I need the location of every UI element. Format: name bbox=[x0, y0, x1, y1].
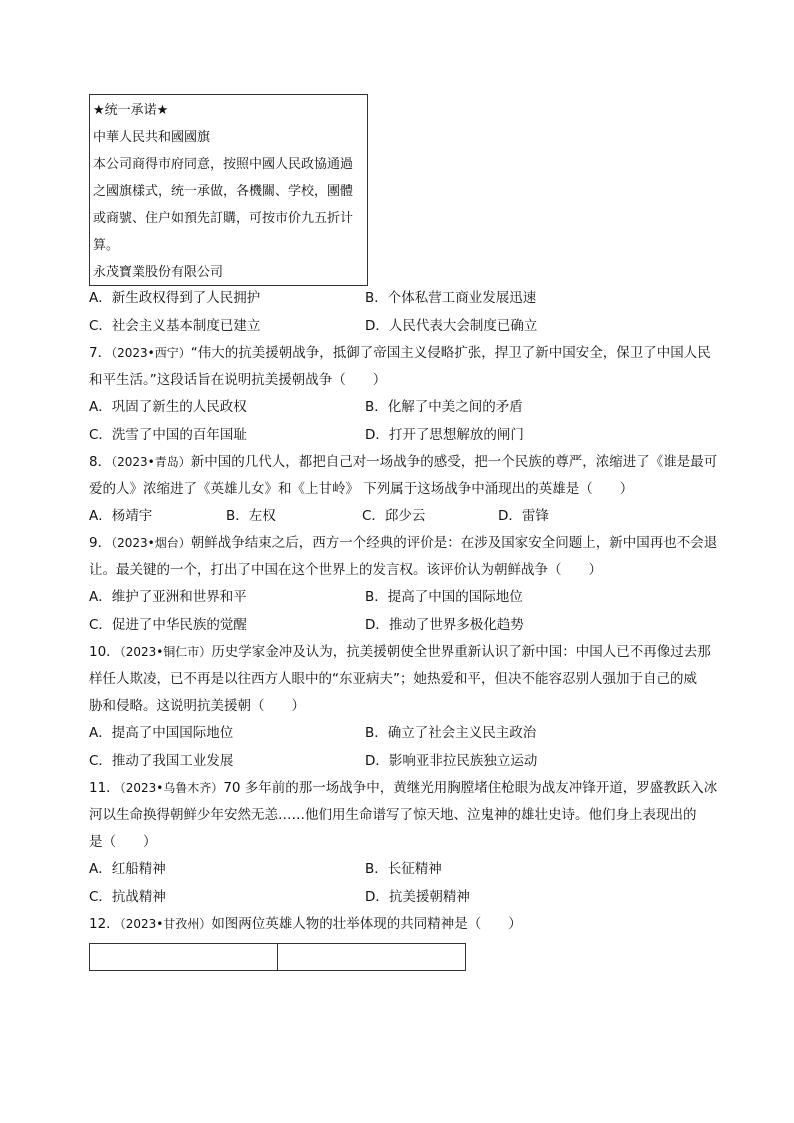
table-cell bbox=[277, 944, 465, 970]
q6-option-d[interactable]: D．人民代表大会制度已确立 bbox=[365, 318, 538, 334]
question-stem bbox=[89, 775, 739, 802]
q10-option-a[interactable]: A．提高了中国国际地位 bbox=[89, 725, 234, 741]
q8-option-b[interactable]: B．左权 bbox=[226, 508, 276, 524]
q9-option-d[interactable]: D．推动了世界多极化趋势 bbox=[365, 617, 524, 633]
question-11 bbox=[89, 775, 739, 856]
question-number: 7． bbox=[89, 345, 112, 361]
notice-line: ★统一承诺★ bbox=[93, 103, 169, 118]
question-9 bbox=[89, 530, 739, 584]
question-text: “伟大的抗美援朝战争，抵御了帝国主义侵略扩张，捍卫了新中国安全，保卫了中国人民 bbox=[190, 345, 711, 361]
q10-option-c[interactable]: C．推动了我国工业发展 bbox=[89, 753, 234, 769]
question-stem bbox=[89, 639, 739, 666]
question-text: 是（ ） bbox=[89, 834, 157, 850]
q11-option-a[interactable]: A．红船精神 bbox=[89, 861, 166, 877]
notice-line: 本公司商得市府同意，按照中國人民政協通過 bbox=[93, 157, 354, 172]
q7-option-a[interactable]: A．巩固了新生的人民政权 bbox=[89, 399, 247, 415]
question-12 bbox=[89, 911, 739, 938]
notice-line: 算。 bbox=[93, 238, 120, 253]
promise-notice-box bbox=[89, 94, 368, 286]
question-8 bbox=[89, 449, 739, 503]
q6-option-b[interactable]: B．个体私营工商业发展迅速 bbox=[365, 290, 537, 306]
notice-line: 中華人民共和國國旗 bbox=[93, 130, 211, 145]
q10-option-b[interactable]: B．确立了社会主义民主政治 bbox=[365, 725, 537, 741]
question-text: 河以生命换得朝鲜少年安然无恙……他们用生命谱写了惊天地、泣鬼神的雄壮史诗。他们身上表现出的 bbox=[89, 807, 697, 823]
q6-option-a[interactable]: A．新生政权得到了人民拥护 bbox=[89, 290, 261, 306]
q7-option-b[interactable]: B．化解了中美之间的矛盾 bbox=[365, 399, 523, 415]
question-text: 新中国的几代人，都把自己对一场战争的感受，把一个民族的尊严，浓缩进了《谁是最可 bbox=[190, 454, 718, 470]
question-number: 8． bbox=[89, 454, 112, 470]
question-stem bbox=[89, 530, 739, 557]
q8-option-d[interactable]: D．雷锋 bbox=[498, 508, 549, 524]
notice-line: 或商號、住户如預先訂購，可按市价九五折计 bbox=[93, 211, 354, 226]
question-source: （2023•西宁） bbox=[111, 346, 191, 360]
question-text: 样任人欺凌，已不再是以往西方人眼中的“东亚病夫”；她热爱和平，但决不能容忍别人强加于自己的威 bbox=[89, 671, 697, 687]
q9-option-c[interactable]: C．促进了中华民族的觉醒 bbox=[89, 617, 247, 633]
notice-line: 之國旗樣式，统一承做，各機關、学校，團體 bbox=[93, 184, 354, 199]
question-stem bbox=[89, 911, 739, 938]
question-number: 11． bbox=[89, 780, 120, 796]
q8-option-a[interactable]: A．杨靖宇 bbox=[89, 508, 153, 524]
q7-option-d[interactable]: D．打开了思想解放的闸门 bbox=[365, 427, 524, 443]
question-number: 12． bbox=[89, 916, 120, 932]
hero-image-table bbox=[89, 943, 466, 971]
question-text: 朝鲜战争结束之后，西方一个经典的评价是：在涉及国家安全问题上，新中国再也不会退 bbox=[190, 535, 718, 551]
question-number: 9． bbox=[89, 535, 112, 551]
q10-option-d[interactable]: D．影响亚非拉民族独立运动 bbox=[365, 753, 538, 769]
question-text: 如图两位英雄人物的壮举体现的共同精神是（ ） bbox=[211, 916, 522, 932]
question-10 bbox=[89, 639, 739, 720]
question-7 bbox=[89, 340, 739, 394]
question-source: （2023•乌鲁木齐） bbox=[119, 781, 224, 795]
question-stem bbox=[89, 340, 739, 367]
q11-option-c[interactable]: C．抗战精神 bbox=[89, 889, 166, 905]
notice-line: 永茂寶業股份有限公司 bbox=[93, 265, 224, 280]
question-text: 和平生活。”这段话旨在说明抗美援朝战争（ ） bbox=[89, 372, 387, 388]
question-text: 爱的人》浓缩进了《英雄儿女》和《上甘岭》 下列属于这场战争中涌现出的英雄是（ ） bbox=[89, 481, 634, 497]
q8-option-c[interactable]: C．邱少云 bbox=[362, 508, 426, 524]
question-source: （2023•甘孜州） bbox=[119, 917, 212, 931]
question-stem bbox=[89, 449, 739, 476]
q11-option-d[interactable]: D．抗美援朝精神 bbox=[365, 889, 470, 905]
q7-option-c[interactable]: C．洗雪了中国的百年国耻 bbox=[89, 427, 247, 443]
table-cell bbox=[90, 944, 277, 970]
question-source: （2023•烟台） bbox=[111, 536, 191, 550]
question-text: 70 多年前的那一场战争中，黄继光用胸膛堵住枪眼为战友冲锋开道，罗盛教跃入冰 bbox=[223, 780, 718, 796]
question-text: 让。最关键的一个，打出了中国在这个世界上的发言权。该评价认为朝鲜战争（ ） bbox=[89, 562, 602, 578]
question-text: 历史学家金冲及认为，抗美援朝使全世界重新认识了新中国：中国人已不再像过去那 bbox=[211, 644, 711, 660]
question-source: （2023•铜仁市） bbox=[119, 645, 212, 659]
q9-option-b[interactable]: B．提高了中国的国际地位 bbox=[365, 589, 523, 605]
q6-option-c[interactable]: C．社会主义基本制度已建立 bbox=[89, 318, 261, 334]
q9-option-a[interactable]: A．维护了亚洲和世界和平 bbox=[89, 589, 247, 605]
q11-option-b[interactable]: B．长征精神 bbox=[365, 861, 442, 877]
question-source: （2023•青岛） bbox=[111, 455, 191, 469]
question-text: 胁和侵略。这说明抗美援朝（ ） bbox=[89, 698, 305, 714]
question-number: 10． bbox=[89, 644, 120, 660]
